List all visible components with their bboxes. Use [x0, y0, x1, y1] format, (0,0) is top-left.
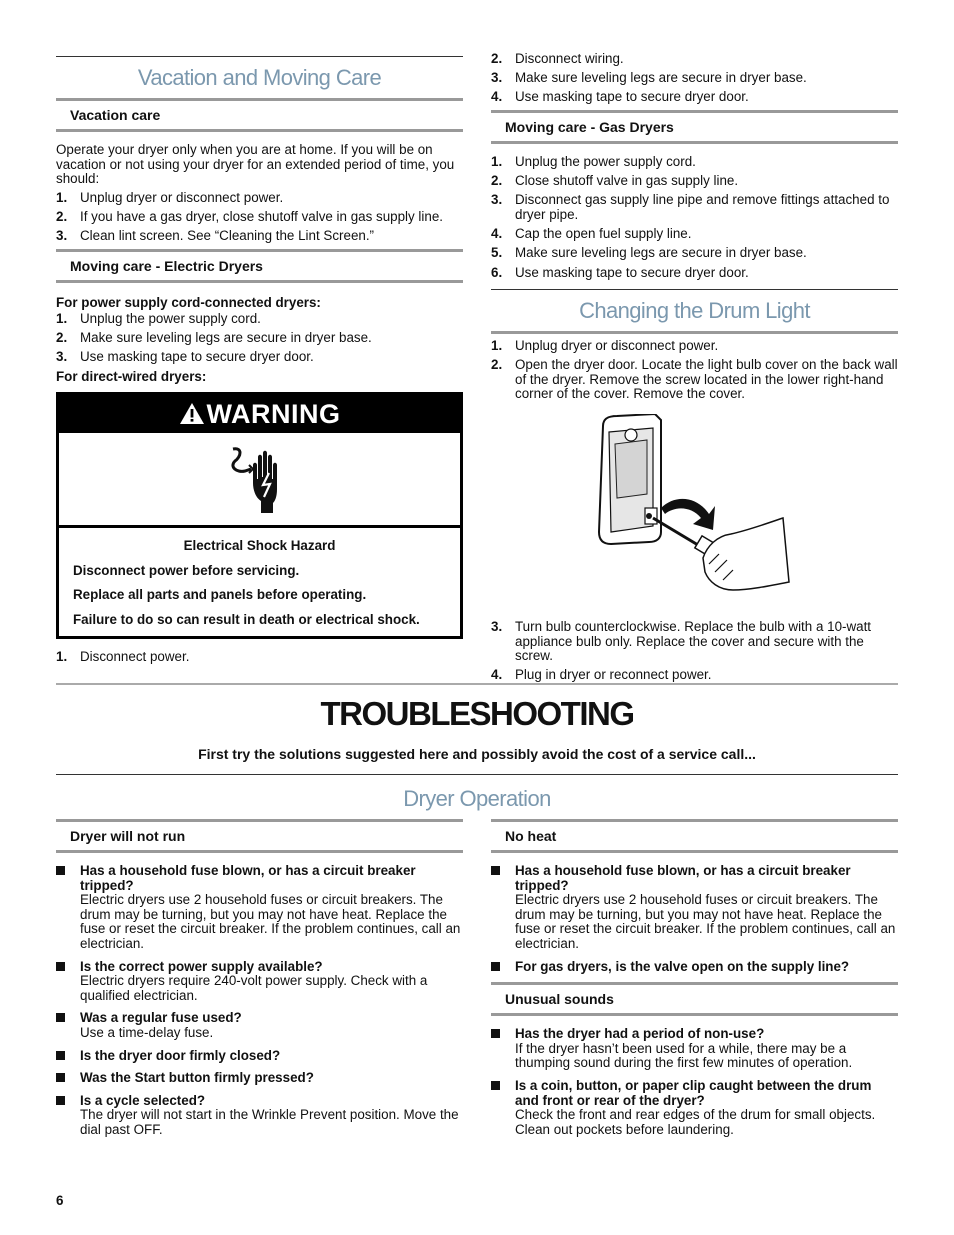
troubleshooting-header [56, 683, 898, 762]
troubleshooting-item [56, 960, 463, 1004]
step-text: Clean lint screen. See “Cleaning the Lint Screen.” [80, 228, 375, 244]
troubleshooting-subtitle: First try the solutions suggested here and possibly avoid the cost of a service call... [198, 746, 756, 762]
step-text: Close shutoff valve in gas supply line. [515, 173, 739, 189]
step-text: Use masking tape to secure dryer door. [515, 264, 749, 280]
drum-light-illustration [491, 408, 898, 620]
step-text: Make sure leveling legs are secure in dryer base. [515, 70, 807, 86]
moving-care-electric-heading: Moving care - Electric Dryers [56, 249, 463, 283]
list-item [491, 668, 898, 683]
step-text: Disconnect gas supply line pipe and remove fittings attached to dryer pipe. [515, 192, 890, 222]
page-number: 6 [56, 1193, 64, 1208]
step-number: 1. [56, 310, 68, 326]
step-number: 1. [491, 338, 503, 354]
question: Is the correct power supply available? [80, 958, 323, 974]
answer: Electric dryers use 2 household fuses or circuit breakers. The drum may be turning, but you may not have heat. Replace the fuse or reset the circuit breaker. If the problem continues, call an electrician. [515, 892, 896, 951]
troubleshooting-item [56, 864, 463, 952]
troubleshooting-item [56, 1011, 463, 1040]
list-item [56, 331, 463, 346]
answer: Electric dryers require 240-volt power supply. Check with a qualified electrician. [80, 973, 428, 1003]
question: Is a coin, button, or paper clip caught between the drum and front or rear of the dryer? [515, 1077, 872, 1108]
warning-line: Failure to do so can result in death or electrical shock. [73, 611, 420, 627]
list-item [491, 339, 898, 354]
bullet-square-icon [56, 1013, 65, 1022]
warning-header [59, 395, 460, 433]
step-number: 5. [491, 245, 503, 261]
question: Is a cycle selected? [80, 1092, 206, 1108]
step-text: Unplug the power supply cord. [515, 153, 696, 169]
warning-box [56, 392, 463, 639]
vacation-care-intro: Operate your dryer only when you are at home. If you will be on vacation or not using your dryer for an extended period of time, you should: [56, 142, 455, 187]
vacation-care-steps [56, 191, 463, 244]
bullet-square-icon [491, 1081, 500, 1090]
list-item [491, 174, 898, 189]
step-number: 1. [56, 189, 68, 205]
step-number: 1. [56, 649, 68, 665]
troubleshooting-item [56, 1071, 463, 1086]
will-not-run-items [56, 864, 463, 1138]
step-number: 6. [491, 264, 503, 280]
bullet-square-icon [491, 1029, 500, 1038]
step-number: 4. [491, 667, 503, 683]
list-item [491, 155, 898, 170]
answer: If the dryer hasn’t been used for a while, there may be a thumping sound during the first few minutes of operation. [515, 1040, 853, 1071]
step-number: 3. [56, 228, 68, 244]
step-text: Plug in dryer or reconnect power. [515, 667, 712, 683]
list-item [491, 227, 898, 242]
step-text: Turn bulb counterclockwise. Replace the bulb with a 10-watt appliance bulb only. Replace the cover and secure with the screw. [515, 619, 872, 664]
list-item [56, 350, 463, 365]
question: Has the dryer had a period of non-use? [515, 1026, 765, 1042]
step-text: Make sure leveling legs are secure in dryer base. [80, 329, 372, 345]
list-item [491, 52, 898, 67]
drum-light-steps-before [491, 339, 898, 402]
shock-hazard-icon-box [59, 433, 460, 528]
question: Is the dryer door firmly closed? [80, 1047, 281, 1063]
cord-connected-steps [56, 312, 463, 365]
warning-label: WARNING [206, 399, 341, 430]
list-item [56, 312, 463, 327]
step-text: Disconnect wiring. [515, 51, 624, 66]
question: Was the Start button firmly pressed? [80, 1070, 314, 1086]
vacation-moving-care-title: Vacation and Moving Care [137, 65, 382, 90]
no-heat-heading: No heat [491, 819, 898, 853]
left-column [56, 56, 463, 670]
step-number: 2. [491, 173, 503, 189]
step-number: 2. [491, 51, 503, 66]
troubleshooting-item [56, 1049, 463, 1064]
unusual-sounds-heading: Unusual sounds [491, 982, 898, 1016]
drum-light-steps-after [491, 620, 898, 683]
bullet-square-icon [491, 962, 500, 971]
dryer-operation-title: Dryer Operation [403, 786, 551, 811]
step-number: 4. [491, 226, 503, 242]
step-text: Disconnect power. [80, 649, 190, 665]
bullet-square-icon [56, 866, 65, 875]
step-number: 4. [491, 89, 503, 105]
vacation-care-heading: Vacation care [56, 98, 463, 132]
bullet-square-icon [56, 1096, 65, 1105]
list-item [491, 71, 898, 86]
step-number: 2. [56, 329, 68, 345]
list-item [491, 193, 898, 222]
troubleshooting-title: TROUBLESHOOTING [320, 695, 634, 732]
step-text: Use masking tape to secure dryer door. [80, 349, 314, 365]
question: Was a regular fuse used? [80, 1010, 242, 1026]
cord-connected-label: For power supply cord-connected dryers: [56, 294, 321, 310]
answer: The dryer will not start in the Wrinkle Prevent position. Move the dial past OFF. [80, 1107, 459, 1137]
no-heat-column [491, 819, 898, 1145]
bullet-square-icon [56, 1073, 65, 1082]
changing-drum-light-title: Changing the Drum Light [579, 298, 810, 324]
troubleshooting-item [491, 960, 898, 975]
step-text: If you have a gas dryer, close shutoff valve in gas supply line. [80, 208, 443, 224]
troubleshooting-item [491, 1027, 898, 1071]
answer: Use a time-delay fuse. [80, 1024, 214, 1040]
list-item [56, 191, 463, 206]
bullet-square-icon [56, 1051, 65, 1060]
right-column [491, 52, 898, 688]
list-item [491, 266, 898, 281]
troubleshooting-item [56, 1094, 463, 1138]
list-item [491, 620, 898, 664]
list-item [491, 90, 898, 105]
troubleshooting-item [491, 864, 898, 952]
no-heat-items [491, 864, 898, 974]
electric-shock-hand-icon [225, 443, 295, 515]
question: For gas dryers, is the valve open on the supply line? [515, 958, 850, 974]
step-text: Make sure leveling legs are secure in dryer base. [515, 245, 807, 261]
warning-line: Disconnect power before servicing. [73, 562, 300, 578]
step-text: Unplug dryer or disconnect power. [515, 338, 719, 354]
moving-care-gas-heading: Moving care - Gas Dryers [491, 110, 898, 144]
step-text: Unplug the power supply cord. [80, 310, 261, 326]
gas-dryer-steps [491, 155, 898, 280]
list-item [56, 650, 463, 665]
question: Has a household fuse blown, or has a circuit breaker tripped? [80, 863, 416, 893]
section-rule [491, 289, 898, 290]
section-rule [56, 56, 463, 57]
step-number: 2. [56, 208, 68, 224]
step-number: 3. [491, 619, 503, 635]
step-text: Unplug dryer or disconnect power. [80, 189, 284, 205]
answer: Check the front and rear edges of the drum for small objects. Clean out pockets before laundering. [515, 1107, 876, 1137]
step-text: Cap the open fuel supply line. [515, 226, 692, 242]
troubleshooting-item [491, 1079, 898, 1137]
step-number: 3. [56, 349, 68, 365]
step-number: 1. [491, 153, 503, 169]
step-number: 3. [491, 192, 503, 208]
warning-body [59, 528, 460, 636]
step-text: Open the dryer door. Locate the light bulb cover on the back wall of the dryer. Remove the screw located in the lower right-hand corner of the cover. Remove the cover. [515, 357, 898, 402]
dryer-operation-section [56, 774, 898, 1137]
list-item [491, 358, 898, 402]
answer: Electric dryers use 2 household fuses or circuit breakers. The drum may be turning, but you may not have heat. Replace the fuse or reset the circuit breaker. If the problem continues, call an electrician. [80, 892, 461, 951]
warning-triangle-icon [179, 402, 205, 425]
list-item [491, 246, 898, 261]
dryer-will-not-run-heading: Dryer will not run [56, 819, 463, 853]
unusual-sounds-items [491, 1027, 898, 1137]
list-item [56, 210, 463, 225]
direct-wired-steps-left [56, 650, 463, 665]
step-text: Use masking tape to secure dryer door. [515, 89, 749, 105]
step-number: 3. [491, 70, 503, 86]
light-cover-screwdriver-illustration [591, 414, 811, 614]
direct-wired-label: For direct-wired dryers: [56, 369, 207, 385]
list-item [56, 229, 463, 244]
bullet-square-icon [491, 866, 500, 875]
step-number: 2. [491, 357, 503, 373]
direct-wired-steps-right [491, 52, 898, 105]
warning-line: Replace all parts and panels before operating. [73, 587, 367, 603]
bullet-square-icon [56, 962, 65, 971]
dryer-will-not-run-column [56, 819, 463, 1146]
question: Has a household fuse blown, or has a circuit breaker tripped? [515, 863, 851, 893]
hazard-title: Electrical Shock Hazard [183, 538, 336, 554]
subsection-rule [491, 331, 898, 334]
